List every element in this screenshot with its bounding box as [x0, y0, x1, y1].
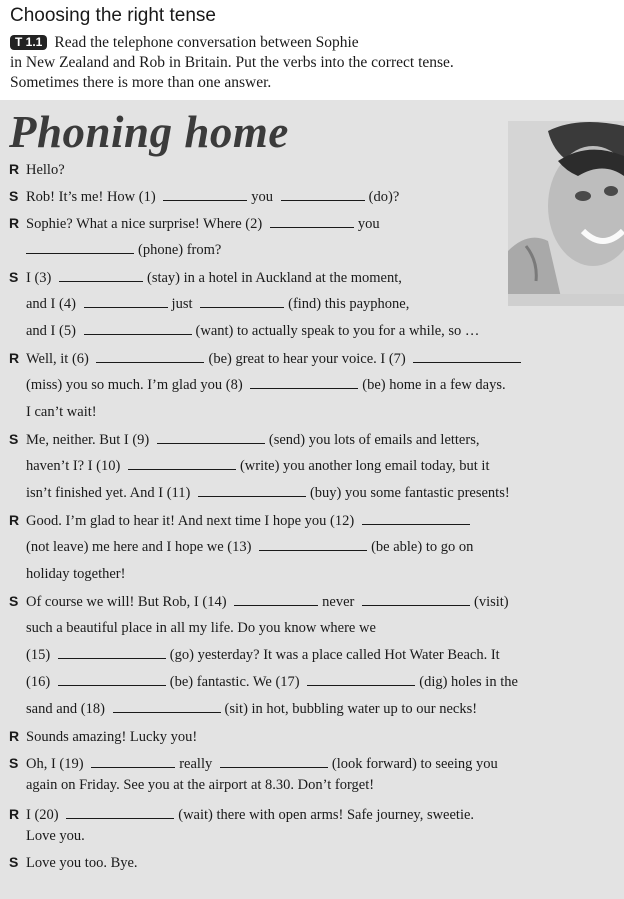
answer-blank-15[interactable] [58, 646, 166, 659]
dialogue-line: R Hello? [9, 158, 65, 180]
answer-blank-11[interactable] [198, 484, 306, 497]
answer-blank-5[interactable] [84, 322, 192, 335]
instruction-line: Sometimes there is more than one answer. [10, 74, 272, 91]
dialogue-line: (not leave) me here and I hope we (13) (be able) to go on [26, 539, 474, 555]
answer-blank-17[interactable] [307, 673, 415, 686]
speaker-label: R [9, 161, 20, 177]
dialogue-line: S Me, neither. But I (9) (send) you lots of emails and letters, [9, 428, 479, 450]
answer-blank-7[interactable] [413, 350, 521, 363]
instruction-line: T 1.1 Read the telephone conversation between Sophie [10, 33, 610, 53]
answer-blank-4b[interactable] [200, 295, 284, 308]
article-title: Phoning home [9, 107, 289, 157]
man-on-phone-image [508, 121, 624, 306]
speaker-label: S [9, 854, 19, 870]
dialogue-line: S Oh, I (19) really (look forward) to seeing you [9, 752, 498, 774]
speaker-label: R [9, 512, 20, 528]
dialogue-line: I can’t wait! [26, 404, 97, 420]
speaker-label: R [9, 350, 20, 366]
dialogue-line: and I (5) (want) to actually speak to you for a while, so … [26, 323, 480, 339]
answer-blank-14[interactable] [234, 593, 318, 606]
speaker-label: S [9, 593, 19, 609]
dialogue-line: R Sophie? What a nice surprise! Where (2) you [9, 212, 380, 234]
dialogue-line: Love you. [26, 828, 85, 844]
speaker-label: S [9, 188, 19, 204]
phone-photo [508, 121, 624, 306]
dialogue-line: sand and (18) (sit) in hot, bubbling water up to our necks! [26, 701, 478, 717]
dialogue-line: isn’t finished yet. And I (11) (buy) you some fantastic presents! [26, 485, 510, 501]
answer-blank-1b[interactable] [281, 188, 365, 201]
answer-blank-14b[interactable] [362, 593, 470, 606]
dialogue-line: S Of course we will! But Rob, I (14) never (visit) [9, 590, 509, 612]
dialogue-line: (15) (go) yesterday? It was a place called Hot Water Beach. It [26, 647, 500, 663]
dialogue-line: (miss) you so much. I’m glad you (8) (be) home in a few days. [26, 377, 506, 393]
instructions [10, 33, 610, 93]
answer-blank-8[interactable] [250, 376, 358, 389]
speaker-label: S [9, 431, 19, 447]
speaker-label: S [9, 269, 19, 285]
dialogue-line: such a beautiful place in all my life. Do you know where we [26, 620, 376, 636]
answer-blank-9[interactable] [157, 431, 265, 444]
answer-blank-18[interactable] [113, 700, 221, 713]
answer-blank-6[interactable] [96, 350, 204, 363]
speaker-label: R [9, 215, 20, 231]
dialogue-line: R Well, it (6) (be) great to hear your voice. I (7) [9, 347, 525, 369]
answer-blank-10[interactable] [128, 457, 236, 470]
dialogue-line: S I (3) (stay) in a hotel in Auckland at the moment, [9, 266, 402, 288]
dialogue-line: R Good. I’m glad to hear it! And next time I hope you (12) [9, 509, 474, 531]
dialogue-line: and I (4) just (find) this payphone, [26, 296, 410, 312]
answer-blank-12[interactable] [362, 512, 470, 525]
answer-blank-13[interactable] [259, 538, 367, 551]
track-badge: T 1.1 [10, 35, 47, 50]
answer-blank-16[interactable] [58, 673, 166, 686]
speaker-label: R [9, 728, 20, 744]
answer-blank-19b[interactable] [220, 755, 328, 768]
dialogue-line: R Sounds amazing! Lucky you! [9, 725, 197, 747]
answer-blank-3[interactable] [59, 269, 143, 282]
instruction-line: in New Zealand and Rob in Britain. Put the verbs into the correct tense. [10, 54, 454, 71]
answer-blank-1[interactable] [163, 188, 247, 201]
dialogue-line: haven’t I? I (10) (write) you another long email today, but it [26, 458, 490, 474]
dialogue-line: S Rob! It’s me! How (1) you (do)? [9, 185, 399, 207]
dialogue-line: holiday together! [26, 566, 126, 582]
section-title: Choosing the right tense [10, 5, 216, 26]
speaker-label: R [9, 806, 20, 822]
answer-blank-2b[interactable] [26, 241, 134, 254]
dialogue-line: R I (20) (wait) there with open arms! Safe journey, sweetie. [9, 803, 474, 825]
answer-blank-4[interactable] [84, 295, 168, 308]
speaker-label: S [9, 755, 19, 771]
answer-blank-2[interactable] [270, 215, 354, 228]
dialogue-line: (phone) from? [9, 239, 221, 261]
answer-blank-19[interactable] [91, 755, 175, 768]
dialogue-line: (16) (be) fantastic. We (17) (dig) holes in the [26, 674, 518, 690]
dialogue-line: S Love you too. Bye. [9, 851, 138, 873]
dialogue-line: again on Friday. See you at the airport at 8.30. Don’t forget! [26, 777, 375, 793]
answer-blank-20[interactable] [66, 806, 174, 819]
